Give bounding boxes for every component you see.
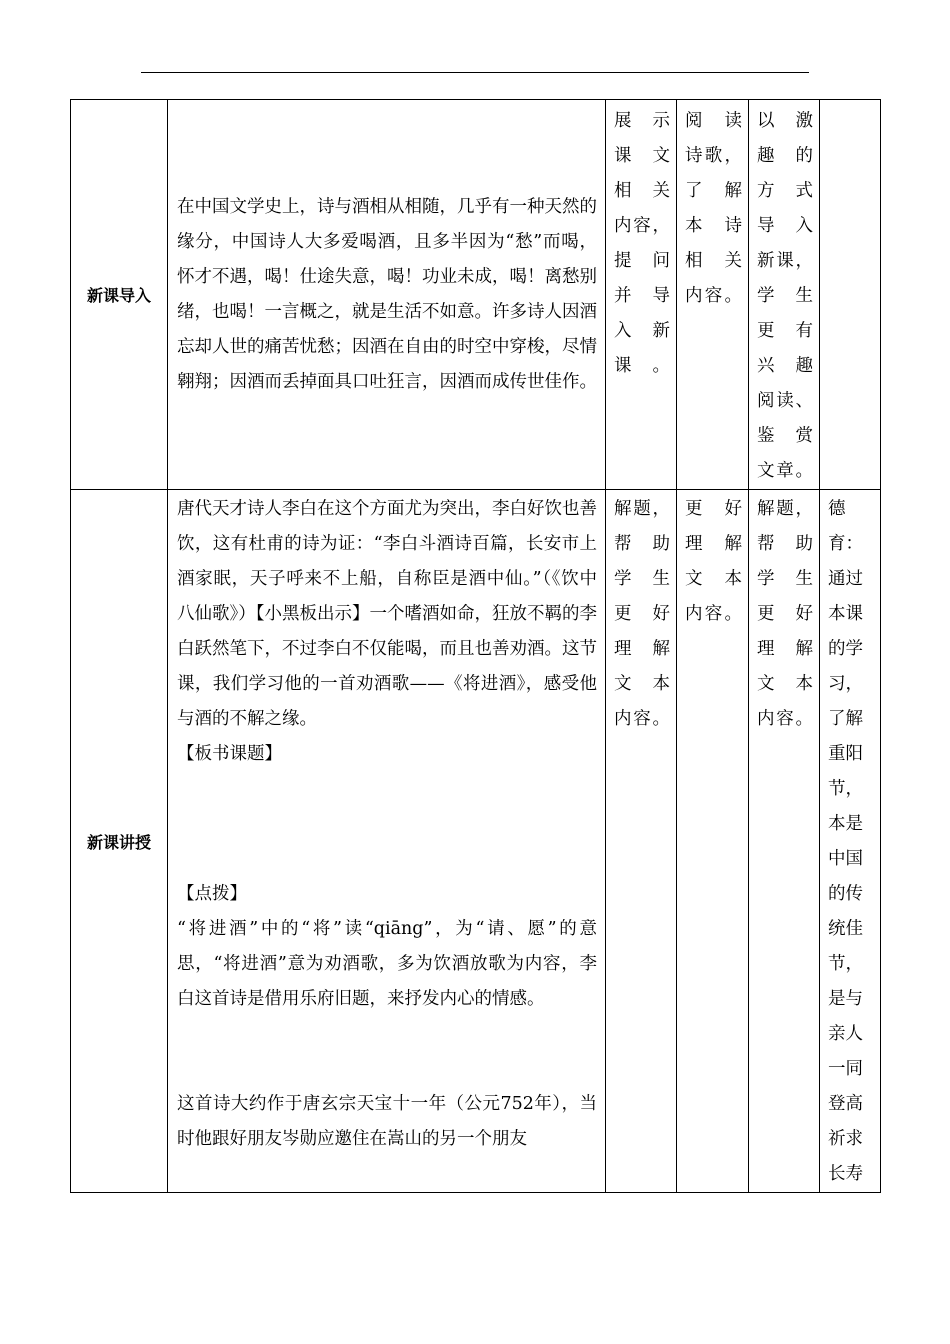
content-text (168, 490, 605, 1157)
design-intent-line: 趣的 (757, 146, 813, 166)
design-intent-line: 文本 (757, 674, 813, 694)
student-activity-cell (677, 100, 749, 490)
virtue-line: 一同 (828, 1059, 863, 1079)
virtue-line: 的学 (828, 639, 863, 659)
student-activity-line: 更好 (685, 499, 742, 519)
design-intent-line: 导入 (757, 216, 813, 236)
student-activity (677, 100, 748, 314)
content-paragraph: 这首诗大约作于唐玄宗天宝十一年（公元752年），当时他跟好朋友岑勋应邀住在嵩山的另一个朋友 (177, 1094, 597, 1149)
teacher-activity-line: 解题， (614, 499, 670, 519)
virtue-line: 中国 (828, 849, 863, 869)
design-intent-line: 更好 (757, 604, 813, 624)
stage-cell: 新课讲授 (71, 490, 168, 1193)
virtue-line: 重阳 (828, 744, 863, 764)
teacher-activity-line: 内容， (614, 216, 670, 236)
design-intent-line: 学生 (757, 286, 813, 306)
teacher-activity (606, 100, 676, 384)
virtue-cell (820, 100, 881, 490)
virtue-line: 德 (828, 499, 846, 519)
blank-space (177, 772, 597, 877)
virtue-line: 了解 (828, 709, 863, 729)
teacher-activity-line: 入新 (614, 321, 670, 341)
student-activity-line: 文本 (685, 569, 742, 589)
design-intent-line: 学生 (757, 569, 813, 589)
design-intent-cell (749, 100, 820, 490)
teacher-activity-line: 课文 (614, 146, 670, 166)
design-intent-line: 兴趣 (757, 356, 813, 376)
student-activity-cell (677, 490, 749, 1193)
virtue-line: 通过 (828, 569, 863, 589)
student-activity-line: 内容。 (685, 604, 742, 624)
design-intent-line: 阅读、 (757, 391, 813, 411)
design-intent (749, 100, 819, 489)
teacher-activity-cell (606, 490, 677, 1193)
content-paragraph: 【板书课题】 (177, 744, 282, 764)
virtue-line: 登高 (828, 1094, 863, 1114)
student-activity-line: 诗歌， (685, 146, 742, 166)
virtue-line: 长寿 (828, 1164, 863, 1184)
blank-space (177, 1017, 597, 1087)
student-activity-line: 本诗 (685, 216, 742, 236)
content-cell (168, 100, 606, 490)
virtue-line: 本课 (828, 604, 863, 624)
design-intent-line: 更有 (757, 321, 813, 341)
table-row (71, 100, 881, 490)
design-intent-line: 鉴赏 (757, 426, 813, 446)
virtue-line: 是与 (828, 989, 863, 1009)
student-activity-line: 阅读 (685, 111, 742, 131)
content-cell (168, 490, 606, 1193)
content-paragraph: “将进酒”中的“将”读“qiāng”，为“请、愿”的意思，“将进酒”意为劝酒歌，多为饮酒放歌为内容，李白这首诗是借用乐府旧题，来抒发内心的情感。 (177, 919, 597, 1009)
teacher-activity-line: 文本 (614, 674, 670, 694)
table-row (71, 490, 881, 1193)
virtue-line: 亲人 (828, 1024, 863, 1044)
virtue-cell (820, 490, 881, 1193)
virtue-line: 节， (828, 954, 863, 974)
lesson-plan-table (70, 99, 881, 1193)
virtue-line: 的传 (828, 884, 863, 904)
content-paragraph: 唐代天才诗人李白在这个方面尤为突出，李白好饮也善饮，这有杜甫的诗为证：“李白斗酒诗百篇，长安市上酒家眠，天子呼来不上船，自称臣是酒中仙。”（《饮中八仙歌》）【小黑板出示】一个嗜酒如命，狂放不羁的李白跃然笔下，不过李白不仅能喝，而且也善劝酒。这节课，我们学习他的一首劝酒歌——《将进酒》，感受他与酒的不解之缘。 (177, 499, 597, 729)
teacher-activity-line: 学生 (614, 569, 670, 589)
teacher-activity-line: 并导 (614, 286, 670, 306)
design-intent-line: 内容。 (757, 709, 813, 729)
virtue-line: 习， (828, 674, 863, 694)
teacher-activity (606, 490, 676, 737)
design-intent-line: 解题， (757, 499, 813, 519)
student-activity-line: 理解 (685, 534, 742, 554)
teacher-activity-line: 理解 (614, 639, 670, 659)
teacher-activity-line: 内容。 (614, 709, 670, 729)
design-intent-line: 文章。 (757, 461, 813, 481)
teacher-activity-line: 相关 (614, 181, 670, 201)
teacher-activity-line: 课。 (614, 356, 670, 376)
teacher-activity-line: 更好 (614, 604, 670, 624)
virtue-line: 祈求 (828, 1129, 863, 1149)
virtue-line: 本是 (828, 814, 863, 834)
virtue-line: 统佳 (828, 919, 863, 939)
design-intent-line: 方式 (757, 181, 813, 201)
virtue-line: 育： (828, 534, 863, 554)
virtue-education (820, 490, 880, 1192)
student-activity-line: 内容。 (685, 286, 742, 306)
design-intent-line: 理解 (757, 639, 813, 659)
content-paragraph: 【点拨】 (177, 884, 247, 904)
student-activity-line: 相关 (685, 251, 742, 271)
teacher-activity-line: 展示 (614, 111, 670, 131)
design-intent-cell (749, 490, 820, 1193)
virtue-line: 节， (828, 779, 863, 799)
teacher-activity-line: 提问 (614, 251, 670, 271)
content-text (168, 190, 605, 400)
design-intent-line: 以激 (757, 111, 813, 131)
teacher-activity-line: 帮助 (614, 534, 670, 554)
design-intent (749, 490, 819, 737)
design-intent-line: 帮助 (757, 534, 813, 554)
header-rule (141, 72, 809, 73)
teacher-activity-cell (606, 100, 677, 490)
student-activity (677, 490, 748, 632)
student-activity-line: 了解 (685, 181, 742, 201)
content-paragraph: 在中国文学史上，诗与酒相从相随，几乎有一种天然的缘分，中国诗人大多爱喝酒，且多半因为“愁”而喝，怀才不遇，喝！仕途失意，喝！功业未成，喝！离愁别绪，也喝！一言概之，就是生活不如意。许多诗人因酒忘却人世的痛苦忧愁；因酒在自由的时空中穿梭，尽情翱翔；因酒而丢掉面具口吐狂言，因酒而成传世佳作。 (177, 196, 597, 392)
design-intent-line: 新课， (757, 251, 813, 271)
stage-cell: 新课导入 (71, 100, 168, 490)
